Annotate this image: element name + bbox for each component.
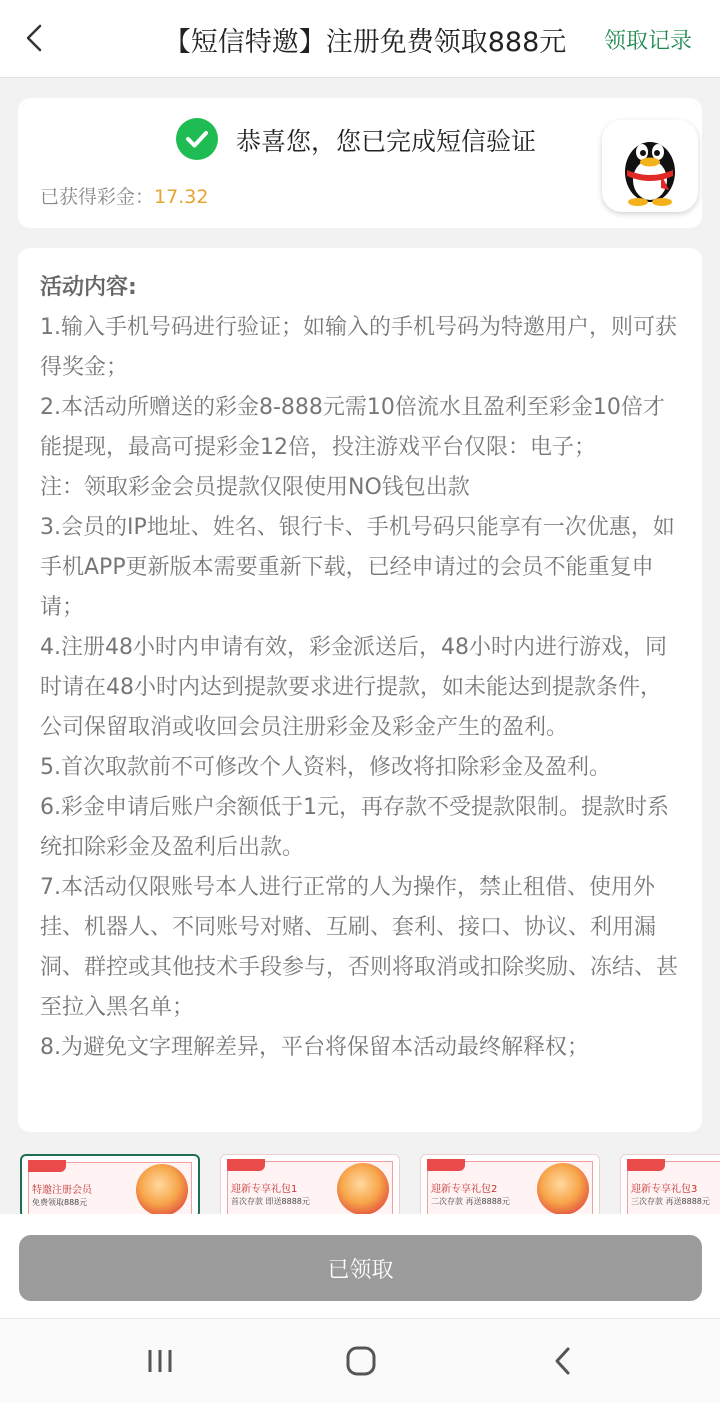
- page-title: 【短信特邀】注册免费领取888元: [163, 27, 567, 58]
- banner-title: 迎新专享礼包1: [231, 1184, 298, 1195]
- bonus-value: 17.32: [154, 186, 209, 208]
- banner-title: 迎新专享礼包3: [631, 1184, 698, 1195]
- promo-banner-package-2[interactable]: [420, 1154, 600, 1214]
- promo-banner-package-1[interactable]: [220, 1154, 400, 1214]
- banner-subtitle: 免费领取888元: [32, 1198, 88, 1207]
- mascot-figure-icon: [537, 1163, 589, 1214]
- promo-banner-strip: [0, 1150, 720, 1214]
- header-bar: [0, 0, 720, 78]
- rules-text: 1.输入手机号码进行验证；如输入的手机号码为特邀用户，则可获得奖金； 2.本活动所赠送的彩金8-888元需10倍流水且盈利至彩金10倍才能提现，最高可提彩金12倍，投注游戏平台仅限：电子； 注：领取彩金会员提款仅限使用NO钱包出款 3.会员的IP地址、姓名、银行卡、手机号码只能享有一次优惠，如手机APP更新版本需要重新下载，已经申请过的会员不能重复申请； 4.注册48小时内申请有效，彩金派送后，48小时内进行游戏，同时请在48小时内达到提款要求进行提款，如未能达到提款条件，公司保留取消或收回会员注册彩金及彩金产生的盈利。 5.首次取款前不可修改个人资料，修改将扣除彩金及盈利。 6.彩金申请后账户余额低于1元，再存款不受提款限制。提款时系统扣除彩金及盈利后出款。 7.本活动仅限账号本人进行正常的人为操作，禁止租借、使用外挂、机器人、不同账号对赌、互刷、套利、接口、协议、利用漏洞、群控或其他技术手段参与，否则将取消或扣除奖励、冻结、甚至拉入黑名单； 8.为避免文字理解差异，平台将保留本活动最终解释权；: [40, 315, 679, 1060]
- verification-status-card: [18, 98, 702, 228]
- bonus-label: 已获得彩金：: [40, 186, 155, 208]
- banner-tag: [28, 1160, 66, 1172]
- banner-tag: [227, 1159, 265, 1171]
- promo-banner-invite[interactable]: [20, 1154, 200, 1214]
- mascot-figure-icon: [136, 1164, 188, 1214]
- recent-apps-icon[interactable]: [138, 1345, 182, 1377]
- bottom-action-bar: [0, 1214, 720, 1318]
- system-navigation-bar: [0, 1318, 720, 1402]
- rules-title: 活动内容:: [40, 275, 137, 300]
- banner-title: 迎新专享礼包2: [431, 1184, 498, 1195]
- banner-tag: [627, 1159, 665, 1171]
- verification-success-message: 恭喜您，您已完成短信验证: [236, 127, 537, 156]
- bonus-earned: [40, 182, 208, 209]
- banner-subtitle: 二次存款 再送8888元: [431, 1197, 510, 1206]
- banner-tag: [427, 1159, 465, 1171]
- banner-title: 特邀注册会员: [32, 1185, 92, 1196]
- home-icon[interactable]: [339, 1345, 383, 1377]
- activity-rules-card: [18, 248, 702, 1132]
- claim-records-link[interactable]: 领取记录: [603, 29, 692, 54]
- qq-penguin-icon[interactable]: [602, 120, 698, 212]
- check-circle-icon: [176, 118, 218, 160]
- back-button[interactable]: [14, 18, 54, 58]
- banner-subtitle: 首次存款 即送8888元: [231, 1197, 310, 1206]
- promo-banner-package-3[interactable]: [620, 1154, 720, 1214]
- chevron-left-icon: [23, 23, 45, 53]
- mascot-figure-icon: [337, 1163, 389, 1214]
- back-icon[interactable]: [541, 1345, 585, 1377]
- banner-subtitle: 三次存款 再送8888元: [631, 1197, 710, 1206]
- claimed-button[interactable]: 已领取: [19, 1235, 702, 1301]
